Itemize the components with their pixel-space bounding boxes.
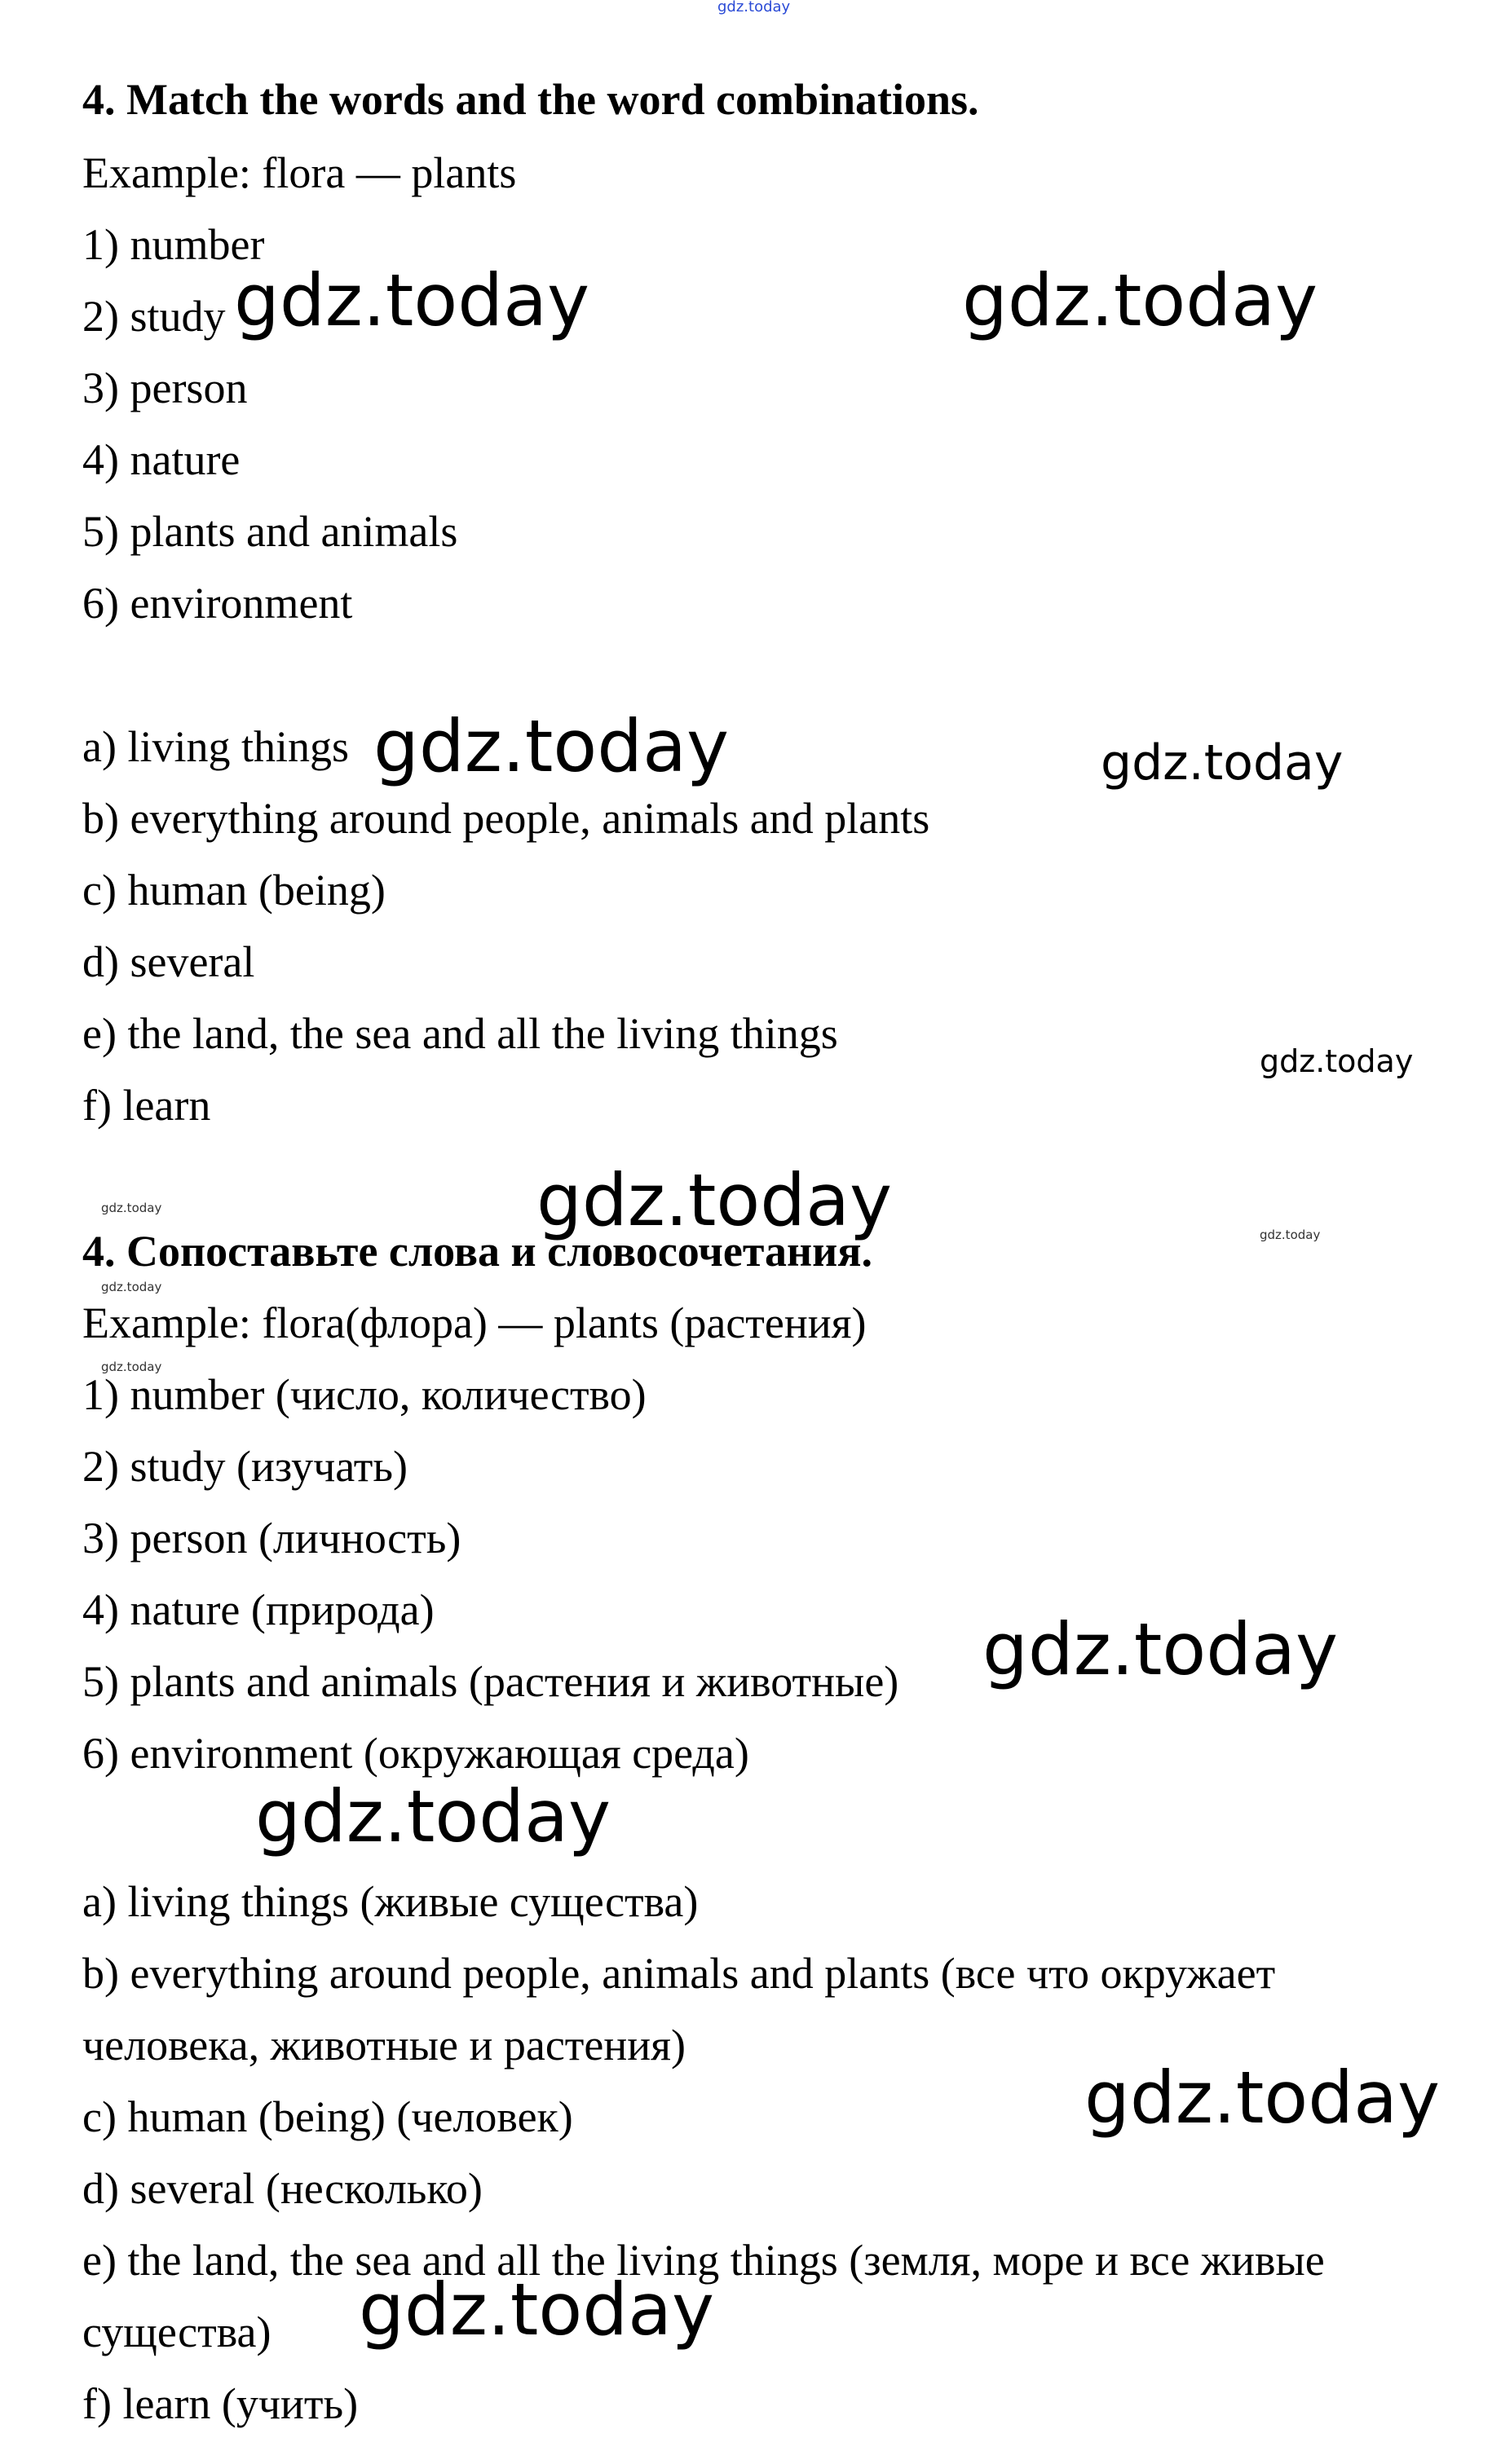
watermark: gdz.today [1260, 1043, 1414, 1079]
watermark: gdz.today [1084, 2056, 1441, 2140]
watermark: gdz.today [234, 258, 590, 342]
english-word-1: 1) number [82, 220, 265, 269]
russian-meaning-c: c) human (being) (человек) [82, 2092, 573, 2141]
russian-word-3: 3) person (личность) [82, 1514, 461, 1563]
english-word-2: 2) study [82, 292, 226, 341]
russian-word-4: 4) nature (природа) [82, 1585, 435, 1634]
english-meaning-e: e) the land, the sea and all the living things [82, 1009, 838, 1058]
watermark: gdz.today [1260, 1228, 1321, 1242]
russian-meaning-b: b) everything around people, animals and plants (все что окружает [82, 1949, 1276, 1998]
russian-title: 4. Сопоставьте слова и словосочетания. [82, 1227, 872, 1276]
russian-meaning-b-cont: человека, животные и растения) [82, 2021, 686, 2069]
watermark: gdz.today [373, 704, 730, 788]
russian-word-1: 1) number (число, количество) [82, 1370, 647, 1419]
russian-word-6: 6) environment (окружающая среда) [82, 1729, 749, 1778]
english-meaning-a: a) living things [82, 722, 349, 771]
russian-meaning-f: f) learn (учить) [82, 2379, 359, 2428]
english-meaning-f: f) learn [82, 1081, 211, 1130]
english-title: 4. Match the words and the word combinations. [82, 75, 979, 124]
english-word-5: 5) plants and animals [82, 507, 458, 556]
watermark: gdz.today [536, 1158, 893, 1242]
english-example: Example: flora — plants [82, 148, 517, 197]
english-word-6: 6) environment [82, 579, 353, 628]
english-meaning-c: c) human (being) [82, 866, 386, 915]
russian-meaning-d: d) several (несколько) [82, 2164, 483, 2213]
watermark: gdz.today [101, 1201, 162, 1215]
watermark: gdz.today [982, 1607, 1339, 1691]
russian-word-2: 2) study (изучать) [82, 1442, 408, 1491]
watermark: gdz.today [255, 1774, 611, 1858]
russian-meaning-a: a) living things (живые существа) [82, 1877, 699, 1926]
watermark: gdz.today [1101, 734, 1344, 791]
english-word-3: 3) person [82, 364, 248, 412]
russian-meaning-e: e) the land, the sea and all the living things (земля, море и все живые [82, 2236, 1325, 2285]
english-word-4: 4) nature [82, 435, 241, 484]
watermark: gdz.today [962, 258, 1318, 342]
russian-example: Example: flora(флора) — plants (растения) [82, 1298, 867, 1347]
watermark: gdz.today [359, 2268, 715, 2352]
russian-meaning-e-cont: существа) [82, 2308, 271, 2356]
english-meaning-b: b) everything around people, animals and plants [82, 794, 930, 843]
russian-word-5: 5) plants and animals (растения и животные) [82, 1657, 899, 1706]
watermark-top: gdz.today [717, 0, 791, 15]
watermark: gdz.today [101, 1280, 162, 1294]
watermark: gdz.today [101, 1360, 162, 1374]
english-meaning-d: d) several [82, 937, 255, 986]
